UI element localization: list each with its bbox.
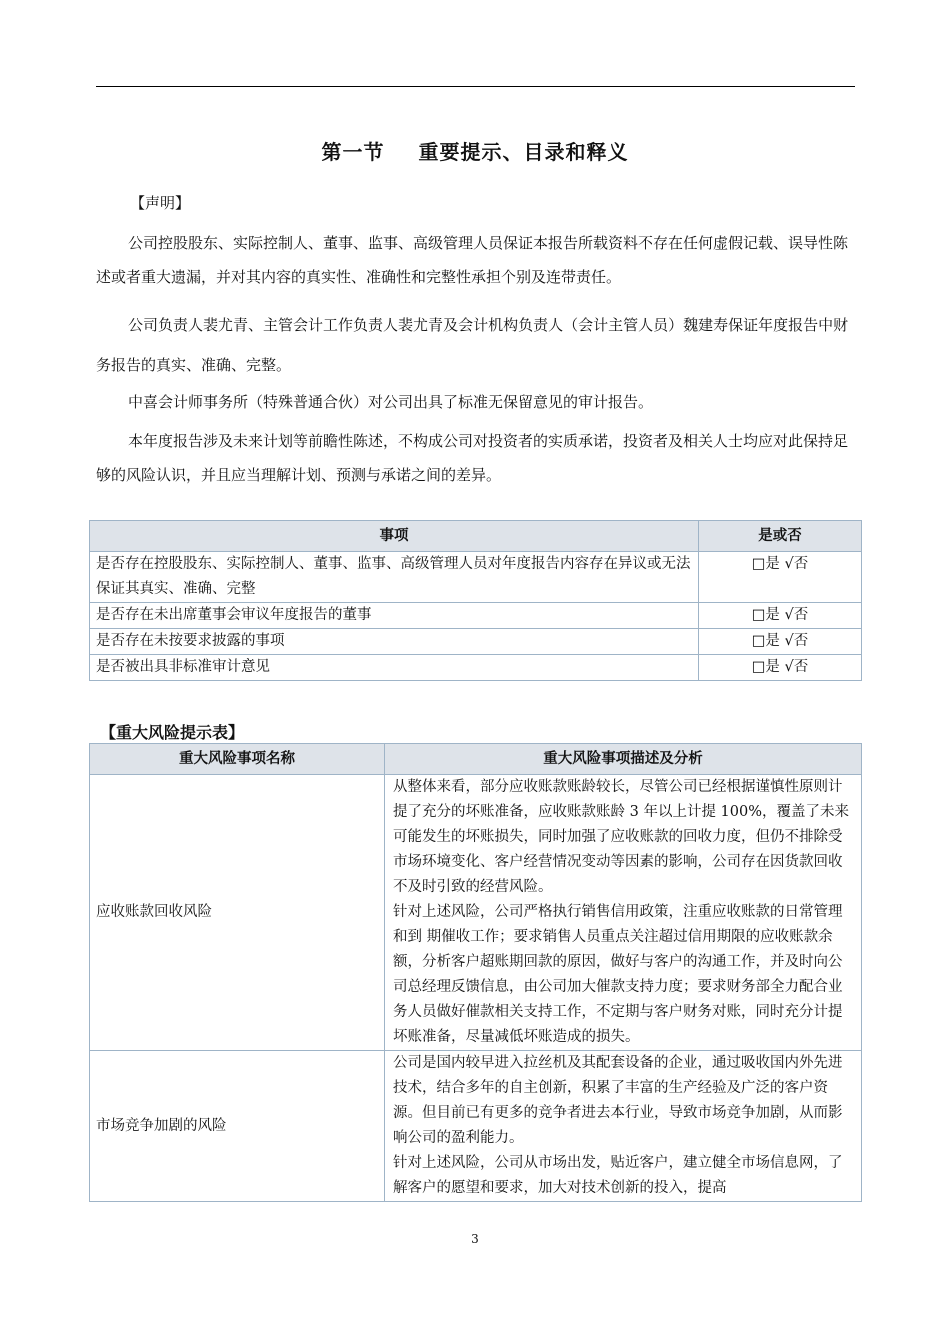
table-row (90, 655, 862, 681)
matter-cell: 是否存在未按要求披露的事项 (90, 629, 699, 655)
risk-description-cell (385, 775, 862, 1051)
paragraph-officers: 公司负责人裴尤青、主管会计工作负责人裴尤青及会计机构负责人（会计主管人员）魏建寿保证年度报告中财务报告的真实、准确、完整。 (96, 316, 849, 374)
matter-cell: 是否存在控股股东、实际控制人、董事、监事、高级管理人员对年度报告内容存在异议或无法保证其真实、准确、完整 (90, 552, 699, 603)
risk-name-cell: 应收账款回收风险 (90, 775, 385, 1051)
table-row (90, 775, 862, 1051)
table-header-row (90, 744, 862, 775)
declaration-label: 【声明】 (130, 194, 191, 212)
risk-table-heading: 【重大风险提示表】 (100, 723, 245, 742)
person-name: 裴尤青 (203, 316, 249, 334)
risk-name-cell: 市场竞争加剧的风险 (90, 1051, 385, 1202)
matters-table (89, 520, 862, 681)
answer-cell: □是 √否 (699, 552, 862, 603)
section-heading: 重要提示、目录和释义 (418, 140, 629, 164)
paragraph-audit: 中喜会计师事务所（特殊普通合伙）对公司出具了标准无保留意见的审计报告。 (128, 393, 654, 411)
column-header: 重大风险事项名称 (90, 744, 385, 775)
section-number: 第一节 (321, 140, 385, 164)
column-header: 是或否 (699, 521, 862, 552)
section-title (0, 136, 950, 165)
paragraph-forward-looking: 本年度报告涉及未来计划等前瞻性陈述，不构成公司对投资者的实质承诺，投资者及相关人士均应对此保持足够的风险认识，并且应当理解计划、预测与承诺之间的差异。 (96, 432, 849, 484)
person-name: 魏建寿 (683, 316, 729, 334)
page-number: 3 (471, 1232, 479, 1246)
table-row (90, 603, 862, 629)
person-name: 裴尤青 (398, 316, 444, 334)
matter-cell: 是否被出具非标准审计意见 (90, 655, 699, 681)
risk-countermeasure: 针对上述风险，公司严格执行销售信用政策，注重应收账款的日常管理和到 期催收工作；要求销售人员重点关注超过信用期限的应收账款余额，分析客户超账期回款的原因，做好与客户的沟通工作，并及时向公司总经理反馈信息，由公司加大催款支持力度；要求财务部全力配合业务人员做好催款相关支持工作，不定期与客户财务对账，同时充分计提坏账准备，尽量减低坏账造成的损失。 (393, 904, 843, 1045)
answer-cell: □是 √否 (699, 629, 862, 655)
risk-analysis: 从整体来看，部分应收账款账龄较长，尽管公司已经根据谨慎性原则计提了充分的坏账准备，应收账款账龄 3 年以上计提 100%，覆盖了未来可能发生的坏账损失，同时加强了应收账款的回收力度，但仍不排除受市场环境变化、客户经营情况变动等因素的影响，公司存在因货款回收不及时引致的经营风险。 (393, 779, 850, 895)
matter-cell: 是否存在未出席董事会审议年度报告的董事 (90, 603, 699, 629)
paragraph-responsibility: 公司控股股东、实际控制人、董事、监事、高级管理人员保证本报告所载资料不存在任何虚假记载、误导性陈述或者重大遗漏，并对其内容的真实性、准确性和完整性承担个别及连带责任。 (96, 234, 849, 286)
table-row (90, 552, 862, 603)
risk-countermeasure: 针对上述风险，公司从市场出发，贴近客户，建立健全市场信息网，了解客户的愿望和要求，加大对技术创新的投入，提高 (393, 1155, 843, 1196)
answer-cell: □是 √否 (699, 655, 862, 681)
risk-table (89, 743, 862, 1202)
table-header-row (90, 521, 862, 552)
risk-analysis: 公司是国内较早进入拉丝机及其配套设备的企业，通过吸收国内外先进技术，结合多年的自主创新，积累了丰富的生产经验及广泛的客户资源。但目前已有更多的竞争者进去本行业，导致市场竞争加剧，从而影响公司的盈利能力。 (393, 1055, 843, 1146)
risk-description-cell (385, 1051, 862, 1202)
table-row (90, 1051, 862, 1202)
column-header: 重大风险事项描述及分析 (385, 744, 862, 775)
column-header: 事项 (90, 521, 699, 552)
header-rule (96, 86, 855, 87)
table-row (90, 629, 862, 655)
answer-cell: □是 √否 (699, 603, 862, 629)
